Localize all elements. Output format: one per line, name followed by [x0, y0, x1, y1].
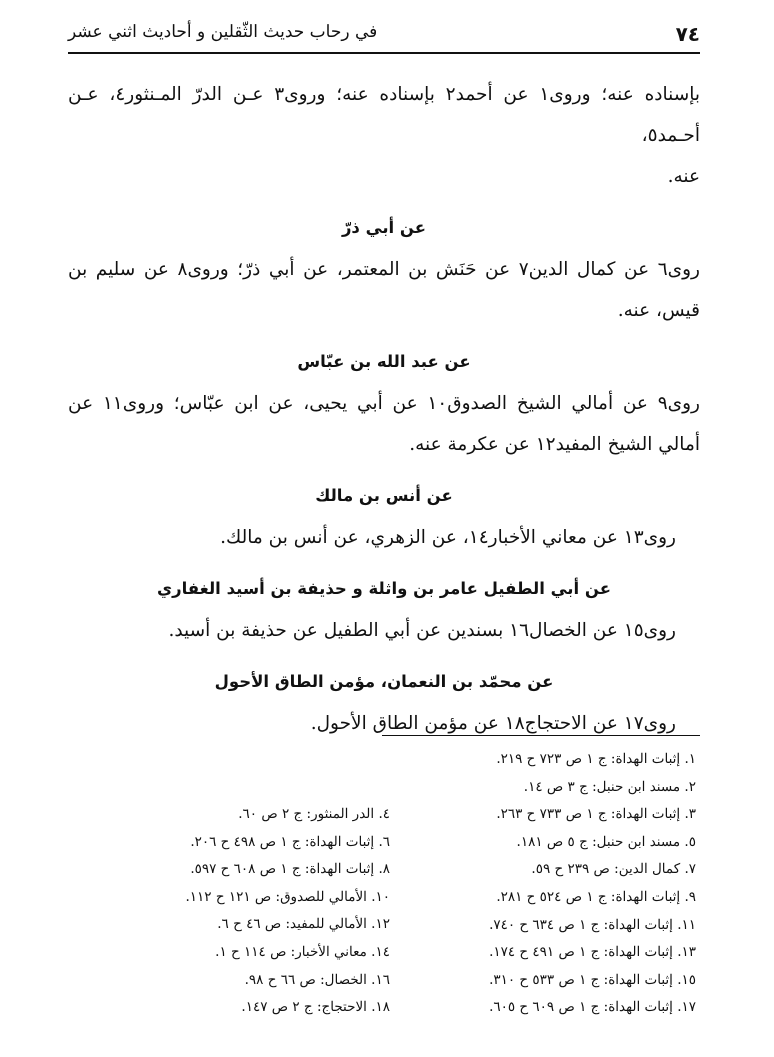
footnote-item: ١١. إثبات الهداة: ج ١ ص ٦٣٤ ح ٧٤٠. [489, 916, 696, 933]
footnote-item: ٤. الدر المنثور: ج ٢ ص ٦٠. [238, 806, 390, 822]
footnote-item: ٦. إثبات الهداة: ج ١ ص ٤٩٨ ح ٢٠٦. [190, 833, 390, 850]
section-text-abu-tufayl: روى١٥ عن الخصال١٦ بسندين عن أبي الطفيل عن حذيفة بن أسيد. [168, 620, 676, 641]
footnote-item: ١٢. الأمالي للمفيد: ص ٤٦ ح ٦. [217, 916, 390, 933]
footnote-item: ٣. إثبات الهداة: ج ١ ص ٧٣٣ ح ٢٦٣. [496, 806, 696, 823]
footnote-item: ٧. كمال الدين: ص ٢٣٩ ح ٥٩. [531, 861, 696, 878]
intro-paragraph [68, 74, 700, 197]
section-heading-abu-dharr: عن أبي ذرّ [341, 218, 427, 237]
page-header [68, 18, 700, 54]
footnote-item: ٢. مسند ابن حنبل: ج ٣ ص ١٤. [523, 778, 696, 795]
section-heading-anas: عن أنس بن مالك [315, 486, 453, 505]
section-text-abu-dharr: روى٦ عن كمال الدين٧ عن حَنَش بن المعتمر، عن أبي ذرّ؛ وروى٨ عن سليم بن قيس، عنه. [68, 259, 700, 321]
footnote-item: ١٧. إثبات الهداة: ج ١ ص ٦٠٩ ح ٦٠٥. [489, 999, 696, 1016]
footnote-item: ٨. إثبات الهداة: ج ١ ص ٦٠٨ ح ٥٩٧. [190, 861, 390, 878]
section-text-anas: روى١٣ عن معاني الأخبار١٤، عن الزهري، عن أنس بن مالك. [220, 527, 676, 548]
section-heading-abu-tufayl: عن أبي الطفيل عامر بن واثلة و حذيفة بن أسيد الغفاري [156, 579, 612, 598]
section-text-ibn-abbas: روى٩ عن أمالي الشيخ الصدوق١٠ عن أبي يحيى، عن ابن عبّاس؛ وروى١١ عن أمالي الشيخ المفيد١٢ عن عكرمة عنه. [68, 393, 700, 455]
footnote-item: ١٨. الاحتجاج: ج ٢ ص ١٤٧. [241, 999, 390, 1016]
footnote-item: ١٤. معاني الأخبار: ص ١١٤ ح ١. [215, 943, 390, 960]
footnote-item: ٩. إثبات الهداة: ج ١ ص ٥٢٤ ح ٢٨١. [496, 888, 696, 905]
footnotes-column-right [396, 746, 696, 1022]
running-title: في رحاب حديث الثّقلين و أحاديث اثني عشر [68, 22, 378, 42]
footnote-item: ١٦. الخصال: ص ٦٦ ح ٩٨. [244, 971, 390, 988]
section-heading-muhammad-numan: عن محمّد بن النعمان، مؤمن الطاق الأحول [214, 672, 554, 691]
main-text [68, 74, 700, 744]
footnote-item: ١٠. الأمالي للصدوق: ص ١٢١ ح ١١٢. [185, 888, 390, 905]
page-number: ٧٤ [675, 22, 700, 46]
section-text-muhammad-numan: روى١٧ عن الاحتجاج١٨ عن مؤمن الطاق الأحول. [310, 713, 676, 734]
footnote-item: ١٣. إثبات الهداة: ج ١ ص ٤٩١ ح ١٧٤. [489, 944, 696, 961]
footnote-item: ٥. مسند ابن حنبل: ج ٥ ص ١٨١. [516, 833, 696, 850]
footnote-item: ١. إثبات الهداة: ج ١ ص ٧٢٣ ح ٢١٩. [496, 751, 696, 767]
footnote-separator [382, 735, 700, 736]
section-heading-ibn-abbas: عن عبد الله بن عبّاس [297, 352, 471, 371]
intro-line-2: عنه. [667, 166, 700, 187]
intro-line-1: بإسناده عنه؛ وروى١ عن أحمد٢ بإسناده عنه؛ وروى٣ عـن الدرّ المـنثور٤، عـن أحـمد٥، [68, 84, 701, 146]
footnotes-column-left [160, 746, 390, 1022]
footnotes [160, 746, 696, 1022]
footnote-item: ١٥. إثبات الهداة: ج ١ ص ٥٣٣ ح ٣١٠. [489, 971, 696, 988]
